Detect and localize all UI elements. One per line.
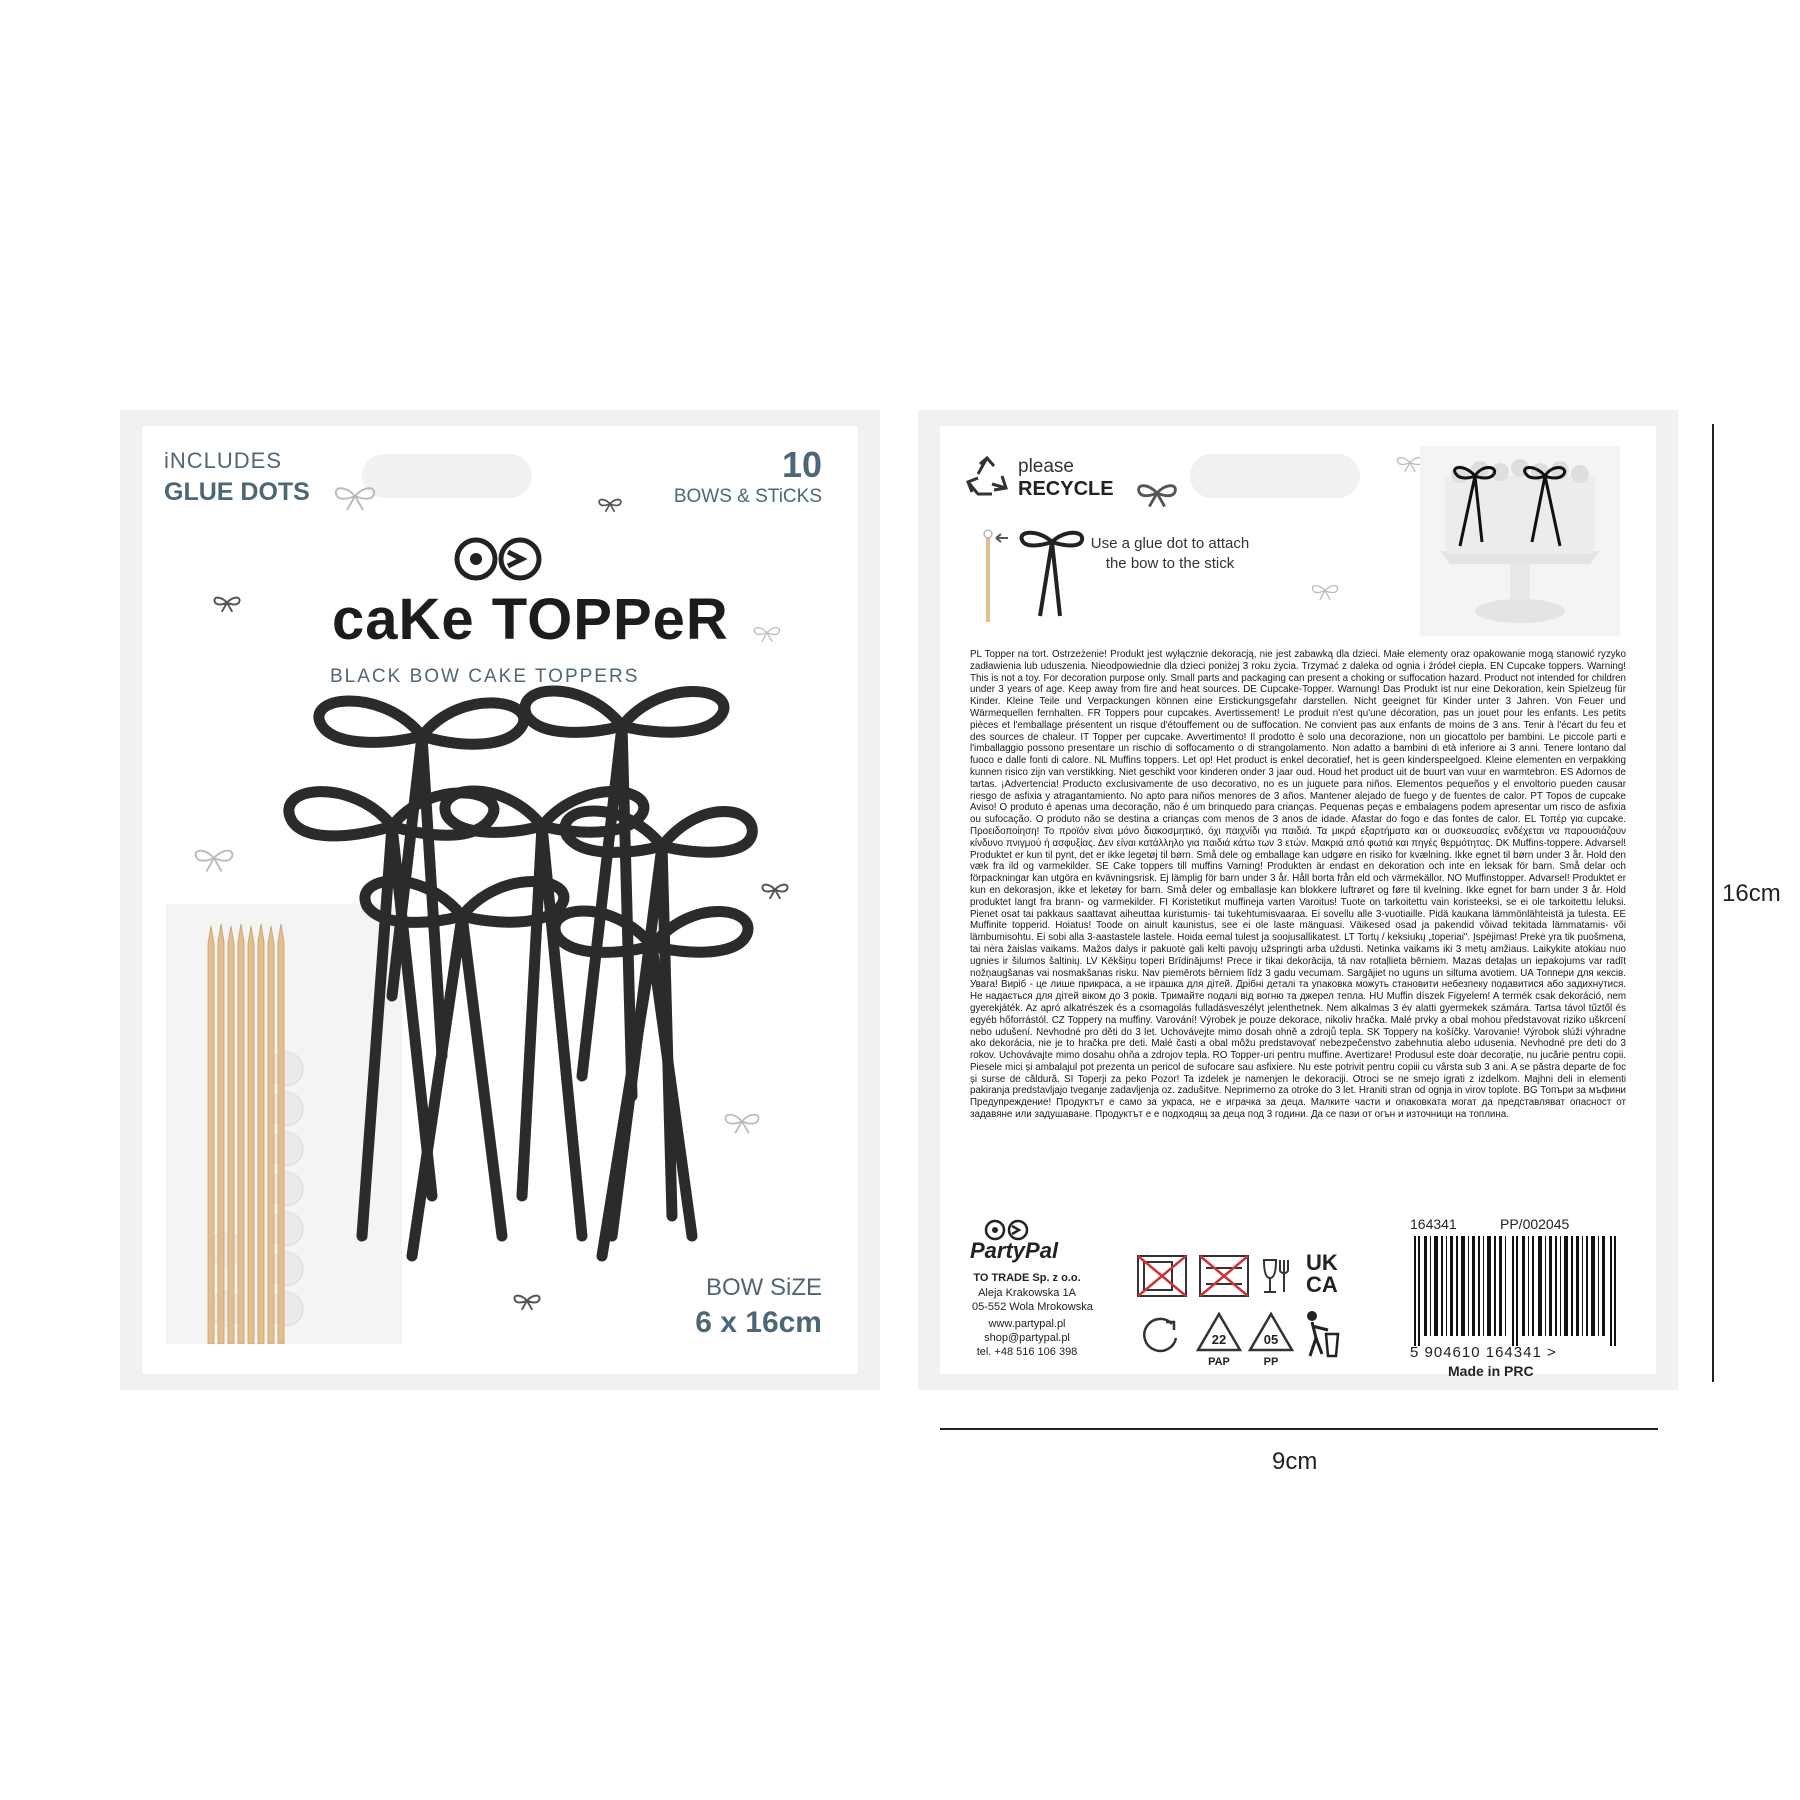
address-line1: Aleja Krakowska 1A bbox=[978, 1287, 1076, 1299]
bow-outline-icon bbox=[1135, 481, 1179, 509]
front-package-card bbox=[120, 410, 880, 1390]
barcode bbox=[1410, 1236, 1630, 1346]
bow-outline-icon bbox=[512, 1292, 542, 1312]
pp-code-number: PP/002045 bbox=[1500, 1216, 1570, 1232]
width-ruler bbox=[940, 1428, 1658, 1430]
food-safe-icon bbox=[1258, 1256, 1296, 1296]
pap-code: 22 bbox=[1211, 1332, 1227, 1347]
height-label: 16cm bbox=[1722, 880, 1781, 907]
bow-outline-icon bbox=[212, 594, 242, 614]
pp-code: 05 bbox=[1263, 1332, 1279, 1347]
width-label: 9cm bbox=[1272, 1448, 1318, 1475]
pp-label: PP bbox=[1263, 1356, 1279, 1368]
bow-outline-icon bbox=[752, 624, 782, 644]
recycle-line2: RECYCLE bbox=[1018, 478, 1114, 500]
count-label: BOWS & STiCKS bbox=[673, 486, 822, 507]
no-oven-icon bbox=[1198, 1254, 1250, 1298]
bow-outline-icon bbox=[760, 881, 790, 901]
hang-hole bbox=[362, 454, 532, 498]
barcode-digits: 5 904610 164341 > bbox=[1410, 1344, 1557, 1361]
stick-and-bow-icon bbox=[980, 526, 1090, 626]
no-microwave-icon bbox=[1136, 1254, 1188, 1298]
recycle-line1: please bbox=[1018, 456, 1074, 477]
cake-photo bbox=[1420, 446, 1620, 636]
product-subtitle: BLACK BOW CAKE TOPPERS bbox=[330, 666, 640, 687]
includes-label: iNCLUDES bbox=[164, 448, 283, 473]
glue-dots-label: GLUE DOTS bbox=[164, 478, 310, 506]
bow-outline-icon bbox=[597, 496, 623, 514]
address-line2: 05-552 Wola Mrokowska bbox=[972, 1301, 1093, 1313]
sku-number: 164341 bbox=[1410, 1216, 1457, 1232]
website: www.partypal.pl bbox=[988, 1318, 1066, 1330]
bow-size-value: 6 x 16cm bbox=[695, 1306, 822, 1339]
instruction-text: Use a glue dot to attach the bow to the stick bbox=[1090, 535, 1250, 572]
recycle-icon bbox=[962, 454, 1012, 504]
bow-size-label: BOW SiZE bbox=[705, 1274, 822, 1301]
bow-outline-icon bbox=[192, 846, 236, 874]
front-package-face bbox=[142, 426, 858, 1374]
bow-outline-icon bbox=[332, 484, 378, 512]
warning-legal-text: PL Topper na tort. Ostrzeżenie! Produkt jest wyłącznie dekoracją, nie jest zabawką dla dzieci. Małe elementy oraz opakowanie mogą stanowić ryzyko zadławienia lub uduszenia. Nieodpowiednie dla dzieci poniżej 3 roku życia. Trzymać z daleka od ognia i źródeł ciepła. EN Cupcake toppers. Warning! This is not a toy. For decoration purpose only. Small parts and packaging can present a choking or suffocation hazard. Product not intended for children under 3 years of age. Keep away from fire and heat sources. DE Cupcake-Topper. Warnung! Das Produkt ist nur eine Dekoration, kein Spielzeug für Kinder. Kleine Teile und Verpackungen können eine Erstickungsgefahr darstellen. Nicht geeignet für Kinder unter 3 Jahren. Von Feuer und Wärmequellen fernhalten. FR Toppers pour cupcakes. Avertissement! Le produit n'est qu'une décoration, pas un jouet pour les enfants. Les petits pièces et l'emballage présentent un risque d'étouffement ou de suffocation. Ne convient pas aux enfants de moins de 3 ans. Tenir à l'écart du feu et des sources de chaleur. IT Topper per cupcake. Avvertimento! Il prodotto è solo una decorazione, non un giocattolo per bambini. Le piccole parti e l'imballaggio possono presentare un rischio di soffocamento o di strangolamento. Non adatto a bambini di età inferiore ai 3 anni. Tenere lontano dal fuoco e dalle fonti di calore. NL Muffins toppers. Let op! Het product is enkel decoratief, het is geen kinderspeelgoed. Kleine elementen en verpakking kunnen risico zijn van verstikking. Niet geschikt voor kinderen onder 3 jaar oud. Houd het product uit de buurt van vuur en warmtebron. ES Adornos de tartas. ¡Advertencia! Producto exclusivamente de uso decorativo, no es un juguete para niños. Elementos pequeños y el envoltorio pueden causar riesgo de asfixia y atragantamiento. No apto para niños menores de 3 años. Mantener alejado de fuego y de fuentes de calor. PT Topos de cupcake Aviso! O produto é apenas uma decoração, não é um brinquedo para crianças. Pequenas peças e embalagens podem apresentar um risco de asfixia ou sufocação. O produto não se destina a crianças com menos de 3 anos de idade. Afastar do fogo e das fontes de calor. EL Τοπέρ για cupcake. Προειδοποίηση! Το προϊόν είναι μόνο διακοσμητικό, όχι παιχνίδι για παιδιά. Τα μικρά εξαρτήματα και οι συσκευασίες ενδέχεται να παρουσιάζουν κίνδυνο πνιγμού ή ασφυξίας. Δεν είναι κατάλληλο για παιδιά κάτω των 3 ετών. Μακριά από φωτιά και πηγές θερμότητας. DK Muffins-toppere. Advarsel! Produktet er kun til pynt, det er ikke legetøj til børn. Små dele og emballage kan udgøre en risiko for kvælning. Ikke egnet til børn under 3 år. Hold den væk fra ild og varmekilder. SE Cake toppers till muffins Varning! Produkten är endast en dekoration och inte en leksak för barn. Små delar och förpackningar kan utgöra en kvävningsrisk. Ej lämplig för barn under 3 år. Håll borta från eld och värmekällor. NO Muffinstopper. Advarsel! Produktet er kun en dekorasjon, ikke et leketøy for barn. Små deler og emballasje kan blokkere luftrøret og føre til kvelning. Ikke egnet for barn under 3 år. Hold produktet langt fra brann- og varmekilder. FI Koristetikut muffineja varten Varoitus! Tuote on tarkoitettu vain koristeeksi, se ei ole tarkoitettu leluksi. Pienet osat tai pakkaus saattavat aiheuttaa kuristumis- tai tukehtumisvaaraa. Ei sovellu alle 3-vuotiaille. Pidä kaukana lämmönlähteistä ja tulesta. EE Muffinite topperid. Hoiatus! Toode on ainult kaunistus, see ei ole laste mänguasi. Väikesed osad ja pakendid võivad tekitada lämmatamis- või lämbumisohtu. Ei sobi alla 3-aastastele lastele. Hoida eemal tulest ja soojusallikatest. LT Tortų / keksiukų „toperiai". Įspėjimas! Prekė yra tik puošmena, tai nėra žaislas vaikams. Mažos dalys ir pakuotė gali kelti pavojų užspringti arba uždusti. Netinka vaikams iki 3 metų amžiaus. Laikykite atokiau nuo ugnies ir šilumos šaltinių. LV Kēkšiņu toperi Brīdinājums! Prece ir tikai dekorācija, tā nav rotaļlieta bērniem. Mazas detaļas un iepakojums var radīt nožņaugšanas vai nosmakšanas risku. Nav piemērots bērniem līdz 3 gadu vecumam. Sargājiet no uguns un siltuma avotiem. UA Топпери для кексів. Увага! Виріб - це лише прикраса, а не іграшка для дітей. Дрібні деталі та упаковка можуть становити небезпеку подавитися або задихнутися. Не надається для дітей віком до 3 років. Тримайте подалі від вогню та джерел тепла. HU Muffin díszek Figyelem! A termék csak dekoráció, nem gyerekjáték. Az apró alkatrészek és a csomagolás fulladásveszélyt jelenthetnek. Nem alkalmas 3 év alatti gyermekek számára. Tartsa távol tűztől és egyéb hőforrástól. CZ Toppery na muffiny. Varování! Výrobek je pouze dekorace, nikoliv hračka. Malé prvky a obal mohou představovat riziko uškrcení nebo udušení. Nevhodné pro děti do 3 let. Uchovávejte mimo dosah ohně a zdrojů tepla. SK Toppery na košíčky. Varovanie! Výrobok slúži výhradne ako dekorácia, nie je to hračka pre deti. Malé časti a obal môžu predstavovať nebezpečenstvo zabehnutia alebo udusenia. Nevhodné pre deti do 3 rokov. Uchovávajte mimo dosahu ohňa a zdrojov tepla. RO Topper-uri pentru muffine. Avertizare! Produsul este doar decorație, nu jucărie pentru copii. Piesele mici și ambalajul pot prezenta un pericol de sufocare sau asfixiere. Nu este potrivit pentru copiii cu vârsta sub 3 ani. A se păstra departe de foc și surse de căldură. SI Toperji za peko Pozor! Ta izdelek je namenjen le dekoraciji. Otroci se ne smejo igrati z izdelkom. Majhni deli in elementi pakiranja predstavljajo tveganje zadavljenja oz. zadušitve. Neprimerno za otroke do 3 let. Hraniti stran od ognja in virov toplote. BG Топъри за мъфини Предупреждение! Продуктът е само за украса, не е играчка за деца. Малките части и опаковката могат да представляват опасност от задавяне или задушаване. Продуктът е е подходящ за деца под 3 години. Да се пази от огън и източници на топлина. bbox=[970, 649, 1626, 1121]
bow-outline-icon bbox=[1310, 582, 1340, 602]
email: shop@partypal.pl bbox=[984, 1332, 1070, 1344]
ukca-mark-top: UK bbox=[1306, 1250, 1338, 1275]
made-in: Made in PRC bbox=[1448, 1363, 1534, 1379]
pap-label: PAP bbox=[1208, 1356, 1230, 1368]
ukca-mark-bottom: CA bbox=[1306, 1272, 1338, 1297]
hang-hole bbox=[1190, 454, 1360, 498]
reusable-icon bbox=[1138, 1312, 1184, 1358]
product-title: caKe TOPPeR bbox=[332, 587, 729, 652]
tidyman-icon bbox=[1302, 1310, 1342, 1358]
back-package-card bbox=[918, 410, 1678, 1390]
brand-logo: PartyPal bbox=[970, 1238, 1059, 1263]
height-ruler bbox=[1712, 424, 1714, 1382]
eyes-logo-icon bbox=[454, 536, 544, 582]
back-package-face bbox=[940, 426, 1656, 1379]
company-name: TO TRADE Sp. z o.o. bbox=[973, 1272, 1081, 1284]
count-number: 10 bbox=[781, 444, 822, 485]
black-bows-illustration bbox=[282, 676, 762, 1276]
phone: tel. +48 516 106 398 bbox=[976, 1346, 1078, 1358]
